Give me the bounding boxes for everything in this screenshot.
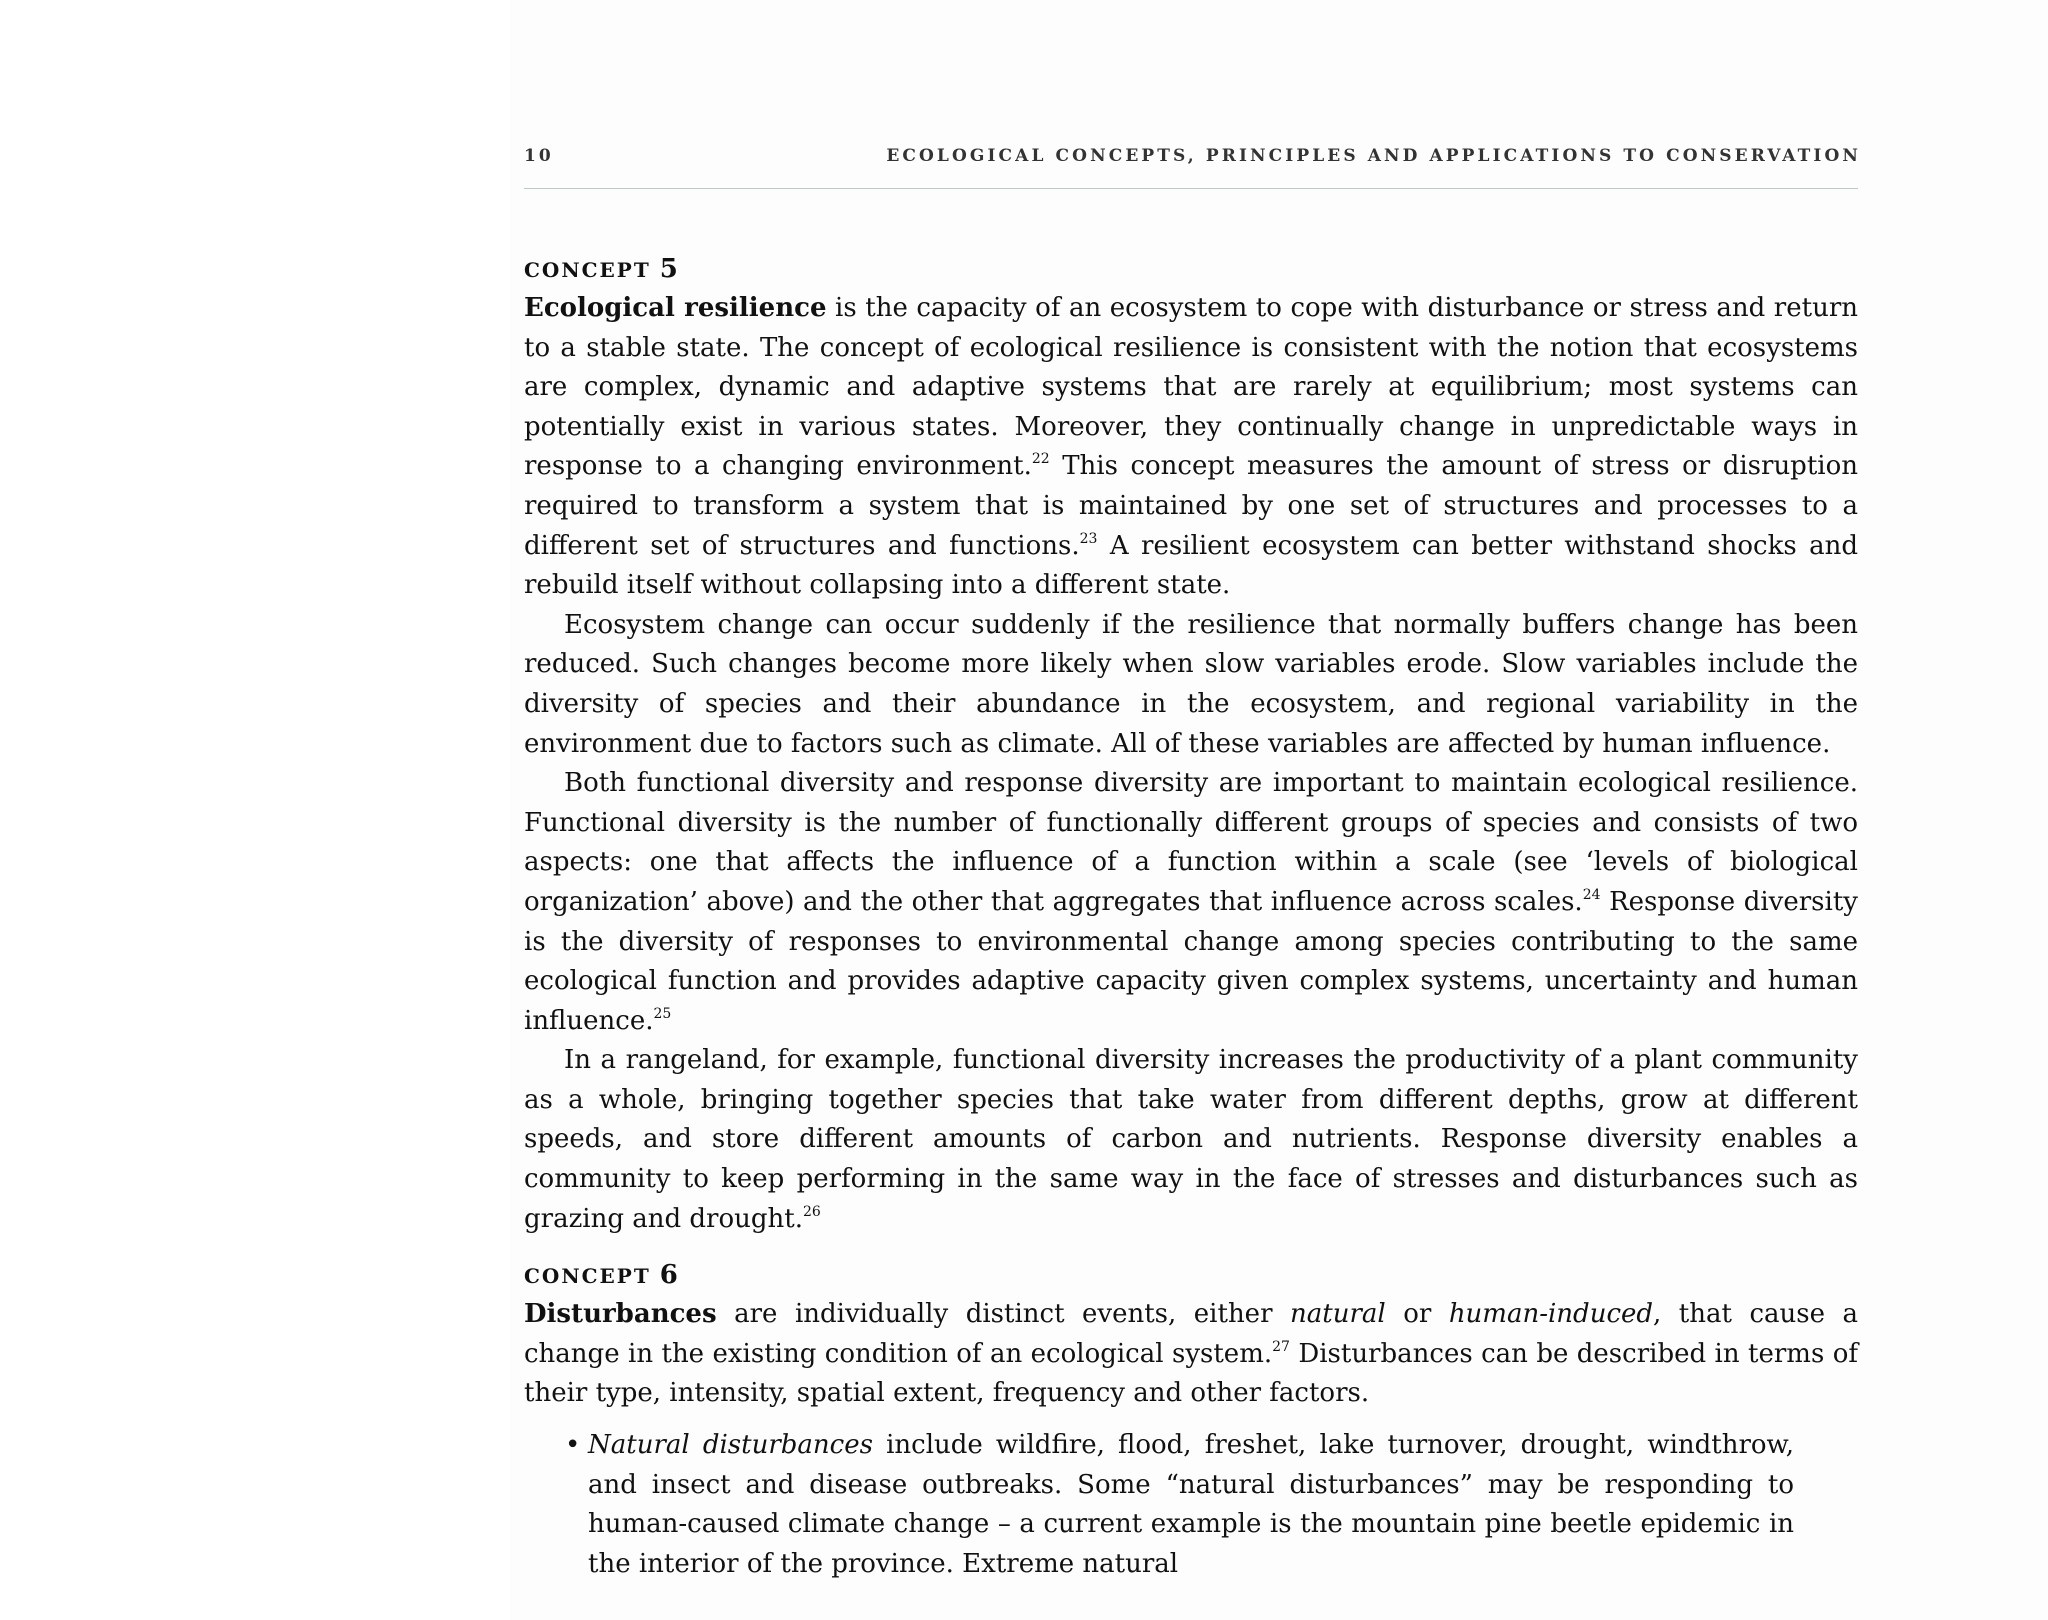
concept-6-paragraph-1: Disturbances are individually distinct events, either natural or human-induced, that cause a change in the existing condition of an ecological system.$^{27}$ Disturbances can be described in terms of their type, intensity, spatial extent, frequency and other factors. [524, 1299, 1858, 1409]
concept-label-number: 6 [659, 1260, 678, 1291]
concept-5-paragraph-2: Ecosystem change can occur suddenly if the resilience that normally buffers change has been reduced. Such changes become more likely when slow variables erode. Slow variables include the diversity of species and their abundance in the ecosystem, and regional variability in the environment due to factors such as climate. All of these variables are affected by human influence. [524, 609, 1858, 759]
disturbance-types-list [524, 1426, 1794, 1584]
page-number: 10 [524, 146, 554, 166]
concept-6-heading [524, 1255, 1858, 1295]
list-item-term: Natural disturbances [588, 1430, 873, 1461]
footnote-ref-25[interactable]: 25 [653, 1005, 672, 1022]
concept-5-heading [524, 249, 1858, 289]
concept-5-paragraph-4: In a rangeland, for example, functional diversity increases the productivity of a plant community as a whole, bringing together species that take water from different depths, grow at different speeds, and store different amounts of carbon and nutrients. Response diversity enables a community to keep performing in the same way in the face of stresses and disturbances such as grazing and drought.$^{26}$ [524, 1045, 1858, 1234]
running-head [524, 146, 1861, 170]
concept-label-word: CONCEPT [524, 1264, 651, 1289]
header-rule [524, 188, 1858, 189]
footnote-ref-27[interactable]: 27 [1272, 1338, 1290, 1355]
list-item: • Natural disturbances include wildfire, flood, freshet, lake turnover, drought, windthrow, and insect and disease outbreaks. Some “natural disturbances” may be responding to human-caused climate change – a current example is the mountain pine beetle epidemic in the interior of the province. Extreme natural [588, 1426, 1794, 1584]
bullet-icon: • [565, 1430, 581, 1461]
concept-5-paragraph-1: Ecological resilience is the capacity of an ecosystem to cope with disturbance or stress and return to a stable state. The concept of ecological resilience is consistent with the notion that ecosystems are complex, dynamic and adaptive systems that are rarely at equilibrium; most systems can potentially exist in various states. Moreover, they continually change in unpredictable ways in response to a changing environment.$^{22}$ This concept measures the amount of stress or disruption required to transform a system that is maintained by one set of structures and processes to a different set of structures and functions.$^{23}$ A resilient ecosystem can better withstand shocks and rebuild itself without collapsing into a different state. [524, 293, 1858, 601]
body-text [524, 249, 1858, 1584]
footnote-ref-23[interactable]: 23 [1079, 530, 1098, 547]
running-title: ECOLOGICAL CONCEPTS, PRINCIPLES AND APPLICATIONS TO CONSERVATION [886, 146, 1861, 166]
defined-term: Ecological resilience [524, 293, 827, 323]
defined-term: Disturbances [524, 1299, 717, 1330]
concept-5-paragraph-3: Both functional diversity and response diversity are important to maintain ecological resilience. Functional diversity is the number of functionally different groups of species and consists of two aspects: one that affects the influence of a function within a scale (see ‘levels of biological organization’ above) and the other that aggregates that influence across scales.$^{24}$ Response diversity is the diversity of responses to environmental change among species contributing to the same ecological function and provides adaptive capacity given complex systems, uncertainty and human influence.$^{25}$ [524, 768, 1858, 1036]
concept-label-word: CONCEPT [524, 258, 651, 282]
concept-label-number: 5 [659, 254, 678, 284]
footnote-ref-22[interactable]: 22 [1031, 451, 1050, 468]
footnote-ref-26[interactable]: 26 [802, 1203, 821, 1220]
footnote-ref-24[interactable]: 24 [1582, 886, 1601, 903]
